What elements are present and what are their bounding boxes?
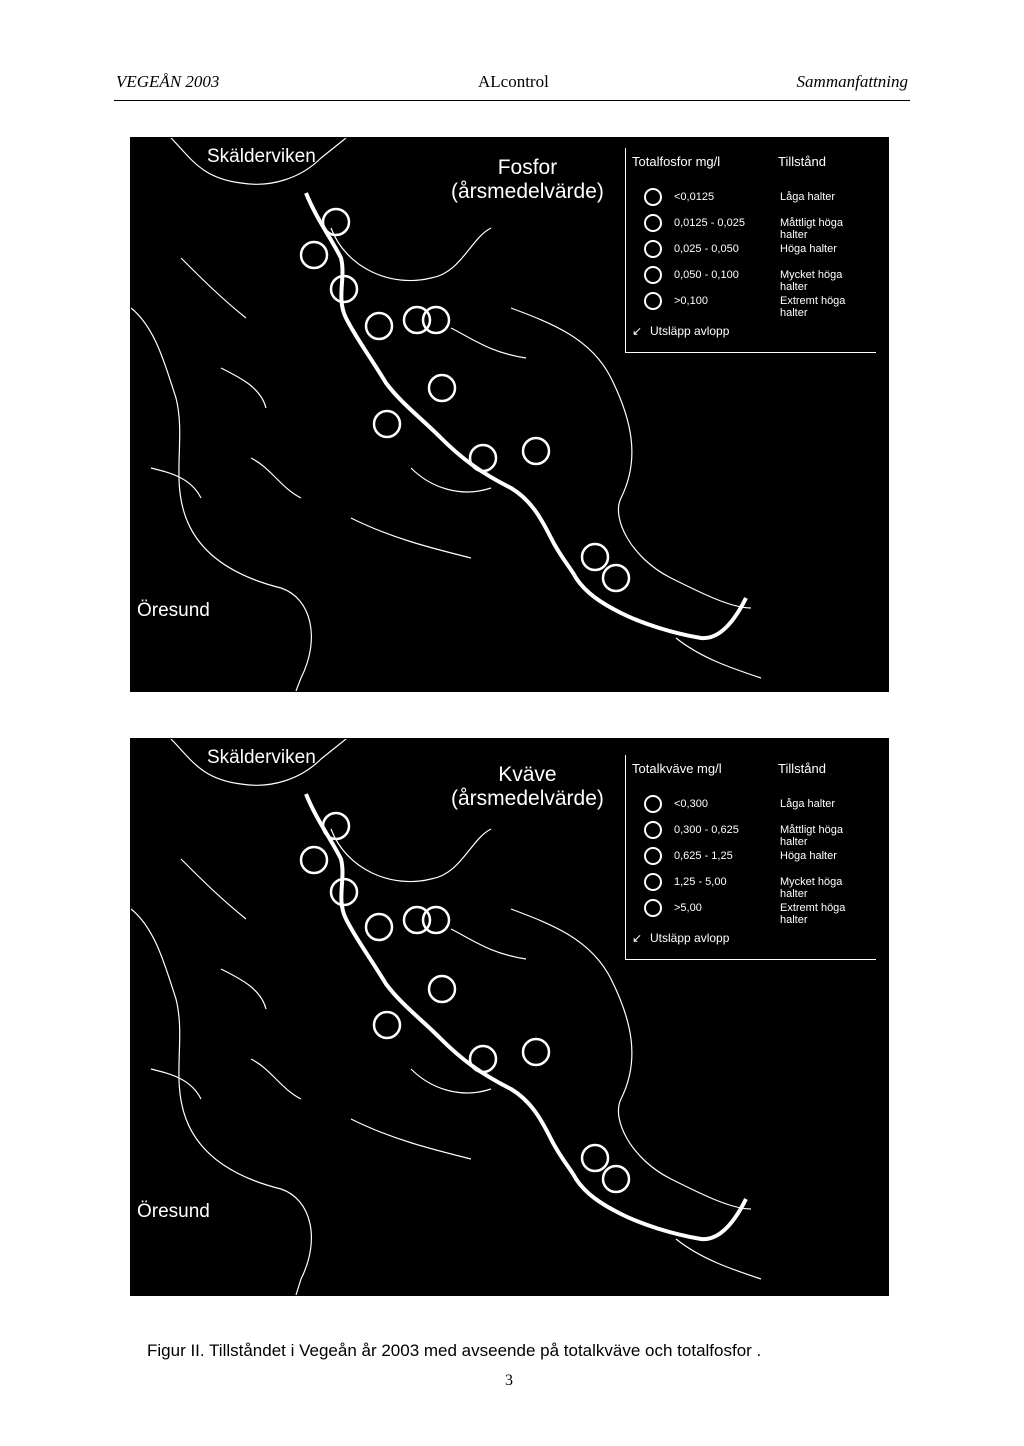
fosfor-map [130, 137, 889, 692]
circle-icon [644, 847, 662, 865]
legend [625, 755, 876, 960]
circle-icon [644, 899, 662, 917]
station-markers [301, 813, 629, 1192]
circle-icon [644, 188, 662, 206]
circle-icon [644, 240, 662, 258]
legend-range: >5,00 [674, 902, 702, 914]
legend-header-status: Tillstånd [778, 761, 826, 776]
circle-icon [644, 266, 662, 284]
page-number: 3 [505, 1372, 513, 1389]
legend-row [632, 847, 872, 867]
legend-row [632, 899, 872, 926]
legend-status: Låga halter [780, 798, 836, 810]
legend-row [632, 214, 872, 241]
station-markers [301, 209, 629, 591]
legend-status: Måttligt höga halter [780, 824, 843, 848]
title-line-2: (årsmedelvärde) [451, 180, 604, 203]
title-line-2: (årsmedelvärde) [451, 787, 604, 810]
legend-range: >0,100 [674, 295, 708, 307]
label-oresund: Öresund [137, 1201, 210, 1222]
figure-caption: Figur II. Tillståndet i Vegeån år 2003 med avseende på totalkväve och totalfosfor . [147, 1341, 762, 1360]
circle-icon [644, 292, 662, 310]
legend-range: 0,025 - 0,050 [674, 243, 739, 255]
legend-status: Extremt höga halter [780, 902, 846, 926]
kvave-map [130, 738, 889, 1296]
circle-icon [644, 795, 662, 813]
label-skalderviken: Skälderviken [207, 146, 316, 167]
legend-status: Mycket höga halter [780, 269, 843, 293]
discharge-label: Utsläpp avlopp [650, 931, 730, 945]
legend-row [632, 292, 872, 319]
legend-header-measure: Totalkväve mg/l [632, 761, 722, 776]
legend-row [632, 795, 872, 815]
legend-header-status: Tillstånd [778, 154, 826, 169]
discharge-arrow-icon: ↙ [632, 931, 643, 945]
legend-status: Låga halter [780, 191, 836, 203]
legend-row [632, 240, 872, 260]
legend-row [632, 266, 872, 293]
legend-range: 0,0125 - 0,025 [674, 217, 745, 229]
legend-header-measure: Totalfosfor mg/l [632, 154, 721, 169]
label-skalderviken: Skälderviken [207, 747, 316, 768]
header-right: Sammanfattning [796, 72, 908, 91]
legend-range: 1,25 - 5,00 [674, 876, 727, 888]
title-line-1: Fosfor [497, 156, 558, 179]
legend-row [632, 873, 872, 900]
legend-status: Måttligt höga halter [780, 217, 843, 241]
legend-status: Höga halter [780, 850, 837, 862]
legend-range: <0,300 [674, 798, 708, 810]
legend-discharge [632, 324, 729, 338]
panel-title [451, 156, 604, 204]
legend-range: 0,625 - 1,25 [674, 850, 733, 862]
legend-status: Mycket höga halter [780, 876, 843, 900]
legend-discharge [632, 931, 729, 945]
legend-range: 0,300 - 0,625 [674, 824, 739, 836]
discharge-label: Utsläpp avlopp [650, 324, 730, 338]
legend-row [632, 188, 872, 208]
legend-status: Höga halter [780, 243, 837, 255]
legend-row [632, 821, 872, 848]
panel-title [451, 763, 604, 811]
title-line-1: Kväve [498, 763, 557, 786]
discharge-arrow-icon: ↙ [632, 324, 643, 338]
label-oresund: Öresund [137, 600, 210, 621]
legend-range: <0,0125 [674, 191, 715, 203]
legend-range: 0,050 - 0,100 [674, 269, 739, 281]
legend [625, 148, 876, 353]
circle-icon [644, 873, 662, 891]
header-center: ALcontrol [478, 72, 549, 91]
header-left: VEGEÅN 2003 [116, 72, 220, 91]
header-rule [114, 100, 910, 101]
circle-icon [644, 214, 662, 232]
circle-icon [644, 821, 662, 839]
legend-status: Extremt höga halter [780, 295, 846, 319]
